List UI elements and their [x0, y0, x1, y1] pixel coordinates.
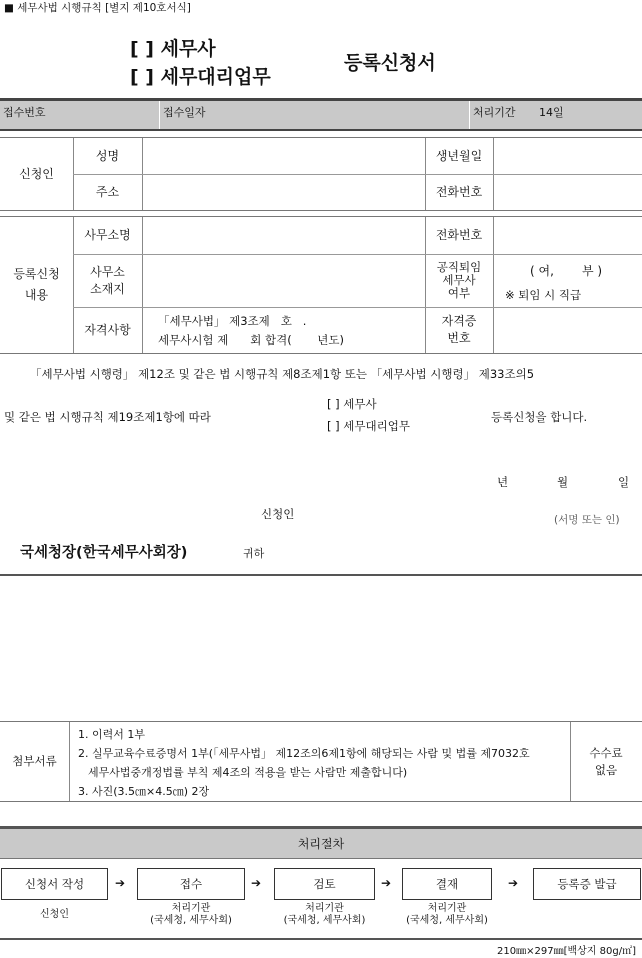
name-label: 성명: [95, 148, 120, 163]
procedure-header: 처리절차: [0, 829, 642, 858]
statement-line-1: 「세무사법 시행령」 제12조 및 같은 법 시행규칙 제8조제1항 또는 「세무사법 시행령」 제33조의5: [30, 367, 535, 381]
address-label: 주소: [95, 184, 120, 199]
registration-section-label: 등록신청 내용: [13, 267, 60, 302]
processing-period-value: 14일: [539, 106, 564, 119]
fee-value: 없음: [594, 762, 618, 777]
qualification-label: 자격사항: [84, 322, 131, 337]
applicant-phone-label: 전화번호: [435, 184, 483, 199]
retired-yes-option[interactable]: ( 여,: [530, 264, 554, 278]
step-receipt: 접수: [137, 868, 245, 900]
attachment-item-1: 1. 이력서 1부: [78, 728, 145, 741]
fee-label: 수수료: [589, 745, 623, 760]
office-location-label: 사무소 소재지: [90, 264, 125, 296]
date-day: 일: [618, 475, 630, 489]
arrow-icon: ➔: [381, 876, 392, 890]
birthdate-label: 생년월일: [435, 148, 483, 163]
date-month: 월: [557, 475, 569, 489]
arrow-icon: ➔: [508, 876, 519, 890]
signer-label: 신청인: [261, 507, 295, 521]
attachment-item-3: 3. 사진(3.5㎝×4.5㎝) 2장: [78, 785, 210, 798]
attachments-label: 첨부서류: [12, 754, 57, 768]
step-approval: 결재: [402, 868, 492, 900]
receipt-number-label: 접수번호: [3, 106, 46, 119]
attachment-item-2: 2. 실무교육수료증명서 1부(「세무사법」 제12조의6제1항에 해당되는 사람 및 법률 제7032호: [78, 747, 530, 760]
qualification-exam: 세무사시험 제 회 합격( 년도): [158, 333, 345, 347]
step-review: 검토: [274, 868, 375, 900]
certificate-number-label: 자격증 번호: [441, 314, 477, 345]
statement-line-2: 및 같은 법 시행규칙 제19조제1항에 따라: [4, 410, 211, 424]
step-actor-agency: 처리기관 (국세청, 세무사회): [150, 903, 232, 926]
page-title: 등록신청서: [344, 52, 436, 74]
step-issue-certificate: 등록증 발급: [533, 868, 641, 900]
statement-suffix: 등록신청을 합니다.: [491, 410, 588, 424]
arrow-icon: ➔: [115, 876, 126, 890]
date-year: 년: [497, 475, 509, 489]
retired-official-label: 공직퇴임 세무사 여부: [436, 260, 482, 300]
statement-option-tax-accountant[interactable]: [ ] 세무사: [327, 397, 377, 411]
office-name-label: 사무소명: [84, 228, 131, 242]
statement-option-tax-agency[interactable]: [ ] 세무대리업무: [327, 419, 410, 433]
recipient-honorific: 귀하: [243, 547, 265, 560]
step-actor-applicant: 신청인: [40, 909, 69, 920]
attachment-item-2-continued: 세무사법중개정법률 부칙 제4조의 적용을 받는 사람만 제출합니다): [88, 766, 408, 779]
receipt-date-label: 접수일자: [163, 106, 206, 119]
retired-no-option[interactable]: 부 ): [582, 264, 603, 278]
arrow-icon: ➔: [251, 876, 262, 890]
fee-cell: [570, 722, 642, 801]
recipient-name: 국세청장(한국세무사회장): [20, 545, 188, 561]
applicant-section-label: 신청인: [19, 166, 54, 181]
qualification-clause: 「세무사법」 제3조제 호 .: [158, 314, 307, 328]
signature-note: (서명 또는 인): [554, 514, 620, 526]
title-option-tax-accountant: [ ] 세무사: [130, 38, 216, 60]
step-application: 신청서 작성: [1, 868, 108, 900]
title-option-tax-agency: [ ] 세무대리업무: [130, 66, 271, 88]
processing-period-label: 처리기간: [473, 106, 516, 119]
form-reference: ■ 세무사법 시행규칙 [별지 제10호서식]: [4, 2, 191, 14]
paper-size-note: 210㎜×297㎜[백상지 80g/㎡]: [497, 946, 636, 957]
retired-rank-note: ※ 퇴임 시 직급: [505, 288, 582, 302]
step-actor-agency: 처리기관 (국세청, 세무사회): [283, 903, 366, 926]
step-actor-agency: 처리기관 (국세청, 세무사회): [406, 903, 488, 926]
office-phone-label: 전화번호: [435, 228, 483, 242]
